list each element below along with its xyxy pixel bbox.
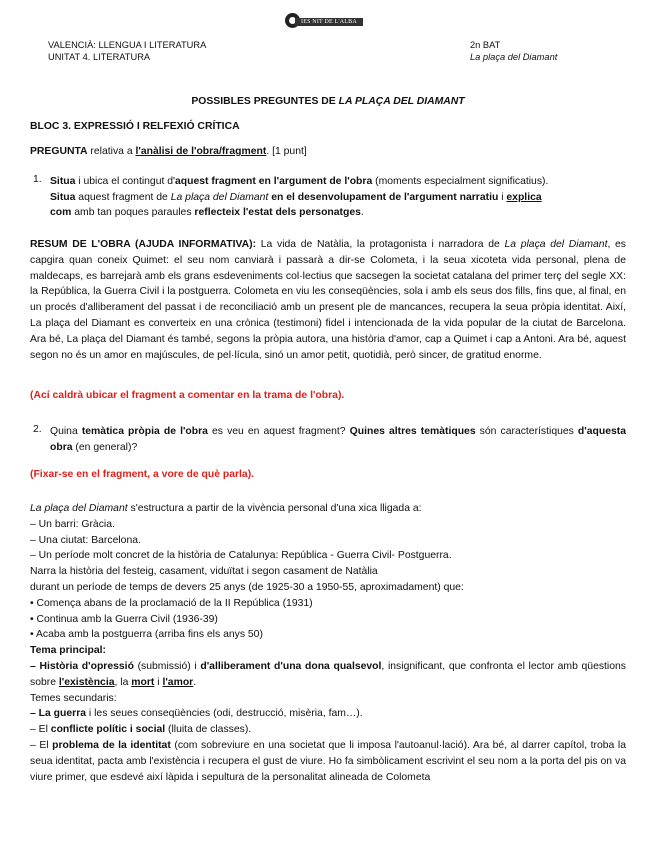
section-heading: BLOC 3. EXPRESSIÓ I RELFEXIÓ CRÍTICA	[30, 121, 240, 132]
school-logo	[285, 13, 365, 29]
header-unit: UNITAT 4. LITERATURA	[48, 52, 151, 62]
list-item: Narra la història del festeig, casament, viduïtat i segon casament de Natàlia	[30, 566, 378, 578]
question-1-text: Situa i ubica el contingut d'aquest fragment en l'argument de l'obra (moments especialment significatius). Situa aquest fragment de La plaça del Diamant en el desenvolupament de l'argument narratiu i explica com amb tan poques paraules reflecteix l'estat dels personatges.	[50, 176, 549, 219]
secondary-themes-heading: Temes secundaris:	[30, 692, 117, 704]
list-item: • Acaba amb la postguerra (arriba fins els anys 50)	[30, 629, 263, 641]
document-body	[30, 95, 627, 783]
question-1	[30, 174, 626, 221]
themes-section	[30, 501, 626, 785]
list-item: – Un barri: Gràcia.	[30, 518, 115, 530]
instruction-note-1: (Ací caldrà ubicar el fragment a comentar en la trama de l'obra).	[30, 390, 345, 401]
instruction-note-2: (Fixar-se en el fragment, a vore de què parla).	[30, 469, 255, 480]
main-theme-heading: Tema principal:	[30, 645, 107, 657]
summary-paragraph: RESUM DE L'OBRA (AJUDA INFORMATIVA): La vida de Natàlia, la protagonista i narradora de La plaça del Diamant, es capgira quan coneix Quimet: el seu nom canviarà i passarà a dir-se Colometa, i la seua xicoteta vida personal, plena de maldecaps, es barrejarà amb els grans esdeveniments col·lectius que sacsegen la societat catalana del primer terç del segle XX: la República, la Guerra Civil i la postguerra. Colometa en viu les conseqüències, sola i amb els seus dos fills, fins que, al final, en un procés d'alliberament del passat i de reconciliació amb un present ple de mancances, recupera la seua pròpia identitat. Així, La plaça del Diamant es converteix en una crònica (testimoni) fidel i intencionada de la vida popular de la ciutat de Barcelona. Ara bé, La plaça del Diamant és també, segons la pròpia autora, una història d'amor, cap a Quimet i cap a Antoni. Ara bé, aquest segon no és un amor en majúscules, de pel·lícula, sinó un amor petit, quotidià, però sincer, de gratitud enorme.	[30, 239, 626, 361]
secondary-theme-item: – El problema de la identitat (com sobreviure en una societat que li imposa l'autoanul·lació). Ara bé, al darrer capítol, troba la seua identitat, pacta amb l'existència i recupera el gust de viure. Ho fa simbòlicament escrivint el seu nom a la porta del pis on va viure primer, que esdevé així làpida i sepultura de la personalitat alineada de Colometa	[30, 739, 626, 783]
secondary-theme-item: – La guerra i les seues conseqüències (odi, destrucció, misèria, fam…).	[30, 708, 363, 720]
question-2-text: Quina temàtica pròpia de l'obra es veu en aquest fragment? Quines altres temàtiques són característiques d'aquesta obra (en general)?	[50, 426, 627, 453]
school-logo-text: IES NIT DE L'ALBA	[295, 18, 363, 26]
list-item: • Comença abans de la proclamació de la II República (1931)	[30, 597, 313, 609]
header-work-title: La plaça del Diamant	[470, 52, 558, 62]
main-theme-text: – Història d'opressió (submissió) i d'alliberament d'una dona qualsevol, insignificant, que confronta el lector amb qüestions sobre l'existència, la mort i l'amor.	[30, 660, 626, 688]
structure-intro: La plaça del Diamant s'estructura a partir de la vivència personal d'una xica lligada a:	[30, 503, 422, 514]
secondary-theme-item: – El conflicte polític i social (lluita de classes).	[30, 724, 252, 736]
list-item: • Continua amb la Guerra Civil (1936-39)	[30, 613, 218, 625]
page-title: POSSIBLES PREGUNTES DE LA PLAÇA DEL DIAMANT	[191, 96, 465, 107]
list-item: – Un període molt concret de la història de Catalunya: República - Guerra Civil- Postguerra.	[30, 550, 452, 562]
question-2	[30, 424, 626, 455]
header-course: 2n BAT	[470, 40, 501, 50]
question-intro: PREGUNTA relativa a l'anàlisi de l'obra/fragment. [1 punt]	[30, 146, 307, 157]
header-right	[470, 39, 557, 63]
question-number: 2.	[33, 424, 42, 435]
header-subject: VALENCIÀ: LLENGUA I LITERATURA	[48, 40, 207, 50]
question-number: 1.	[33, 174, 42, 185]
list-item: – Una ciutat: Barcelona.	[30, 534, 141, 546]
header-left	[48, 39, 206, 63]
list-item: durant un període de temps de devers 25 anys (de 1925-30 a 1950-55, aproximadament) que:	[30, 581, 464, 593]
